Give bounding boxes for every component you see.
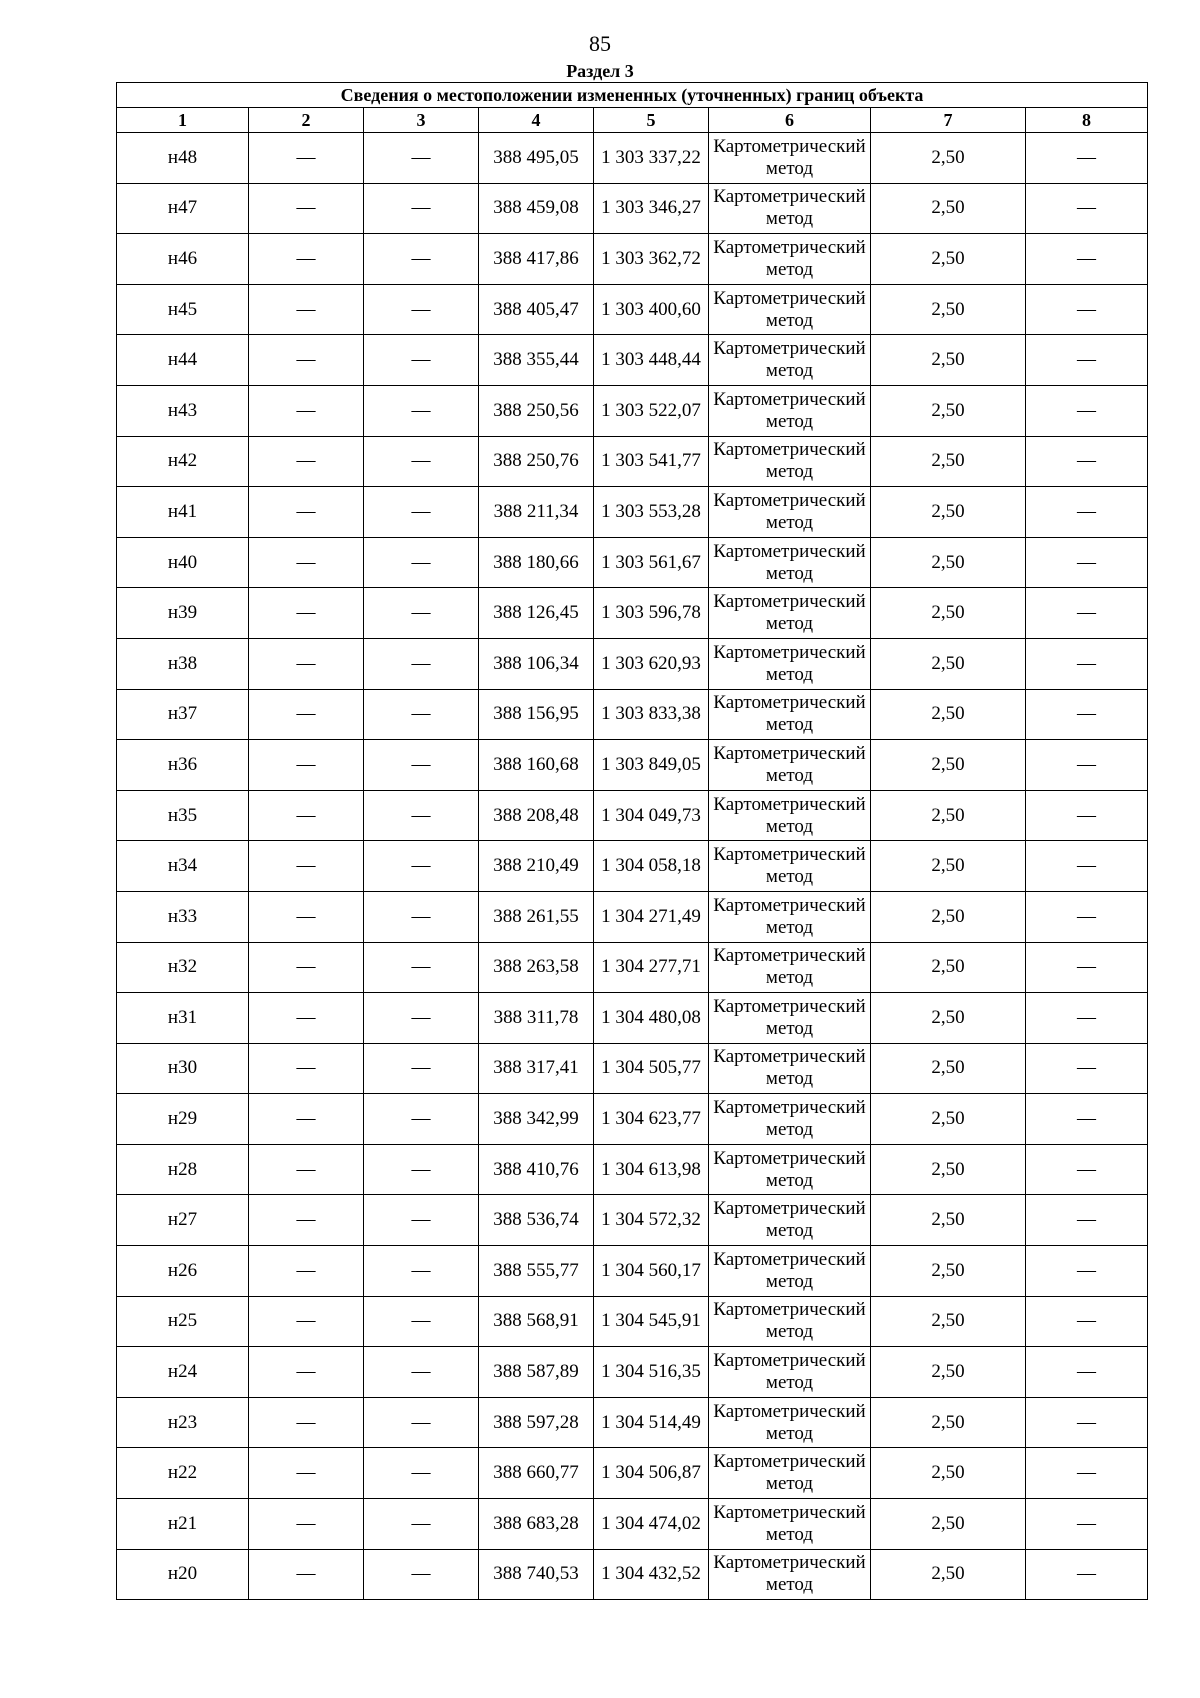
y-coordinate-cell: 1 304 049,73	[594, 790, 709, 841]
dash-cell: —	[249, 183, 364, 234]
column-number: 3	[364, 108, 479, 133]
dash-cell: —	[249, 1043, 364, 1094]
dash-cell: —	[364, 1043, 479, 1094]
accuracy-cell: 2,50	[871, 993, 1026, 1044]
method-cell: Картометрический метод	[709, 1144, 871, 1195]
accuracy-cell: 2,50	[871, 942, 1026, 993]
x-coordinate-cell: 388 208,48	[479, 790, 594, 841]
accuracy-cell: 2,50	[871, 1043, 1026, 1094]
point-number-cell: н32	[117, 942, 249, 993]
y-coordinate-cell: 1 304 480,08	[594, 993, 709, 1044]
accuracy-cell: 2,50	[871, 588, 1026, 639]
dash-cell: —	[249, 841, 364, 892]
x-coordinate-cell: 388 536,74	[479, 1195, 594, 1246]
table-row	[117, 335, 1148, 386]
table-body	[117, 133, 1148, 1600]
table-row	[117, 588, 1148, 639]
point-number-cell: н29	[117, 1094, 249, 1145]
method-cell: Картометрический метод	[709, 588, 871, 639]
accuracy-cell: 2,50	[871, 487, 1026, 538]
y-coordinate-cell: 1 304 432,52	[594, 1549, 709, 1600]
x-coordinate-cell: 388 160,68	[479, 740, 594, 791]
method-cell: Картометрический метод	[709, 1397, 871, 1448]
x-coordinate-cell: 388 263,58	[479, 942, 594, 993]
x-coordinate-cell: 388 156,95	[479, 689, 594, 740]
dash-cell: —	[249, 284, 364, 335]
dash-cell: —	[249, 1347, 364, 1398]
dash-cell: —	[249, 1296, 364, 1347]
point-number-cell: н33	[117, 891, 249, 942]
x-coordinate-cell: 388 210,49	[479, 841, 594, 892]
y-coordinate-cell: 1 304 474,02	[594, 1499, 709, 1550]
dash-cell: —	[1026, 335, 1148, 386]
dash-cell: —	[249, 891, 364, 942]
dash-cell: —	[364, 234, 479, 285]
table-caption: Сведения о местоположении измененных (уточненных) границ объекта	[117, 83, 1148, 108]
accuracy-cell: 2,50	[871, 1448, 1026, 1499]
point-number-cell: н37	[117, 689, 249, 740]
dash-cell: —	[1026, 385, 1148, 436]
dash-cell: —	[364, 284, 479, 335]
dash-cell: —	[1026, 234, 1148, 285]
point-number-cell: н40	[117, 537, 249, 588]
method-cell: Картометрический метод	[709, 385, 871, 436]
x-coordinate-cell: 388 311,78	[479, 993, 594, 1044]
accuracy-cell: 2,50	[871, 638, 1026, 689]
table-row	[117, 841, 1148, 892]
method-cell: Картометрический метод	[709, 689, 871, 740]
method-cell: Картометрический метод	[709, 1499, 871, 1550]
dash-cell: —	[364, 1499, 479, 1550]
accuracy-cell: 2,50	[871, 1499, 1026, 1550]
dash-cell: —	[1026, 487, 1148, 538]
column-number: 8	[1026, 108, 1148, 133]
y-coordinate-cell: 1 303 541,77	[594, 436, 709, 487]
method-cell: Картометрический метод	[709, 1246, 871, 1297]
dash-cell: —	[1026, 1397, 1148, 1448]
table-row	[117, 1094, 1148, 1145]
y-coordinate-cell: 1 304 277,71	[594, 942, 709, 993]
method-cell: Картометрический метод	[709, 993, 871, 1044]
table-row	[117, 487, 1148, 538]
dash-cell: —	[1026, 891, 1148, 942]
dash-cell: —	[364, 133, 479, 184]
point-number-cell: н21	[117, 1499, 249, 1550]
table-row	[117, 537, 1148, 588]
x-coordinate-cell: 388 180,66	[479, 537, 594, 588]
dash-cell: —	[364, 487, 479, 538]
y-coordinate-cell: 1 304 613,98	[594, 1144, 709, 1195]
dash-cell: —	[364, 942, 479, 993]
table-row	[117, 1499, 1148, 1550]
method-cell: Картометрический метод	[709, 790, 871, 841]
method-cell: Картометрический метод	[709, 1549, 871, 1600]
dash-cell: —	[1026, 1549, 1148, 1600]
dash-cell: —	[1026, 638, 1148, 689]
y-coordinate-cell: 1 303 337,22	[594, 133, 709, 184]
dash-cell: —	[249, 1499, 364, 1550]
accuracy-cell: 2,50	[871, 689, 1026, 740]
accuracy-cell: 2,50	[871, 790, 1026, 841]
y-coordinate-cell: 1 303 522,07	[594, 385, 709, 436]
boundary-coordinates-table	[116, 82, 1148, 1600]
point-number-cell: н28	[117, 1144, 249, 1195]
dash-cell: —	[1026, 993, 1148, 1044]
x-coordinate-cell: 388 417,86	[479, 234, 594, 285]
dash-cell: —	[1026, 1499, 1148, 1550]
accuracy-cell: 2,50	[871, 1347, 1026, 1398]
method-cell: Картометрический метод	[709, 234, 871, 285]
accuracy-cell: 2,50	[871, 1397, 1026, 1448]
table-caption-row	[117, 83, 1148, 108]
dash-cell: —	[364, 183, 479, 234]
point-number-cell: н34	[117, 841, 249, 892]
point-number-cell: н42	[117, 436, 249, 487]
method-cell: Картометрический метод	[709, 1195, 871, 1246]
dash-cell: —	[249, 436, 364, 487]
y-coordinate-cell: 1 303 448,44	[594, 335, 709, 386]
dash-cell: —	[1026, 740, 1148, 791]
accuracy-cell: 2,50	[871, 1549, 1026, 1600]
dash-cell: —	[249, 1448, 364, 1499]
dash-cell: —	[249, 942, 364, 993]
dash-cell: —	[249, 335, 364, 386]
x-coordinate-cell: 388 250,76	[479, 436, 594, 487]
dash-cell: —	[364, 1296, 479, 1347]
y-coordinate-cell: 1 304 514,49	[594, 1397, 709, 1448]
column-number-row	[117, 108, 1148, 133]
accuracy-cell: 2,50	[871, 841, 1026, 892]
dash-cell: —	[1026, 436, 1148, 487]
method-cell: Картометрический метод	[709, 1296, 871, 1347]
y-coordinate-cell: 1 304 572,32	[594, 1195, 709, 1246]
table-row	[117, 1144, 1148, 1195]
y-coordinate-cell: 1 303 561,67	[594, 537, 709, 588]
point-number-cell: н25	[117, 1296, 249, 1347]
table-row	[117, 1043, 1148, 1094]
x-coordinate-cell: 388 342,99	[479, 1094, 594, 1145]
column-number: 2	[249, 108, 364, 133]
method-cell: Картометрический метод	[709, 335, 871, 386]
y-coordinate-cell: 1 304 623,77	[594, 1094, 709, 1145]
point-number-cell: н27	[117, 1195, 249, 1246]
y-coordinate-cell: 1 303 849,05	[594, 740, 709, 791]
dash-cell: —	[1026, 1246, 1148, 1297]
point-number-cell: н45	[117, 284, 249, 335]
dash-cell: —	[249, 588, 364, 639]
point-number-cell: н47	[117, 183, 249, 234]
dash-cell: —	[1026, 1296, 1148, 1347]
accuracy-cell: 2,50	[871, 183, 1026, 234]
table-row	[117, 436, 1148, 487]
accuracy-cell: 2,50	[871, 1296, 1026, 1347]
dash-cell: —	[364, 1195, 479, 1246]
dash-cell: —	[364, 993, 479, 1044]
table-row	[117, 993, 1148, 1044]
y-coordinate-cell: 1 304 545,91	[594, 1296, 709, 1347]
table-row	[117, 1397, 1148, 1448]
point-number-cell: н24	[117, 1347, 249, 1398]
table-row	[117, 689, 1148, 740]
y-coordinate-cell: 1 303 620,93	[594, 638, 709, 689]
x-coordinate-cell: 388 106,34	[479, 638, 594, 689]
point-number-cell: н36	[117, 740, 249, 791]
y-coordinate-cell: 1 304 271,49	[594, 891, 709, 942]
dash-cell: —	[364, 436, 479, 487]
x-coordinate-cell: 388 495,05	[479, 133, 594, 184]
method-cell: Картометрический метод	[709, 740, 871, 791]
x-coordinate-cell: 388 250,56	[479, 385, 594, 436]
dash-cell: —	[1026, 1094, 1148, 1145]
dash-cell: —	[364, 1094, 479, 1145]
method-cell: Картометрический метод	[709, 841, 871, 892]
accuracy-cell: 2,50	[871, 284, 1026, 335]
dash-cell: —	[1026, 689, 1148, 740]
accuracy-cell: 2,50	[871, 436, 1026, 487]
dash-cell: —	[1026, 537, 1148, 588]
accuracy-cell: 2,50	[871, 133, 1026, 184]
table-row	[117, 740, 1148, 791]
point-number-cell: н26	[117, 1246, 249, 1297]
point-number-cell: н23	[117, 1397, 249, 1448]
dash-cell: —	[1026, 942, 1148, 993]
point-number-cell: н20	[117, 1549, 249, 1600]
dash-cell: —	[364, 1549, 479, 1600]
dash-cell: —	[1026, 1043, 1148, 1094]
method-cell: Картометрический метод	[709, 133, 871, 184]
x-coordinate-cell: 388 211,34	[479, 487, 594, 538]
x-coordinate-cell: 388 683,28	[479, 1499, 594, 1550]
dash-cell: —	[364, 790, 479, 841]
accuracy-cell: 2,50	[871, 385, 1026, 436]
accuracy-cell: 2,50	[871, 1246, 1026, 1297]
dash-cell: —	[249, 1144, 364, 1195]
method-cell: Картометрический метод	[709, 891, 871, 942]
column-number: 4	[479, 108, 594, 133]
point-number-cell: н43	[117, 385, 249, 436]
method-cell: Картометрический метод	[709, 284, 871, 335]
method-cell: Картометрический метод	[709, 1043, 871, 1094]
dash-cell: —	[364, 588, 479, 639]
table-row	[117, 385, 1148, 436]
table-row	[117, 284, 1148, 335]
section-title: Раздел 3	[566, 61, 634, 81]
y-coordinate-cell: 1 304 560,17	[594, 1246, 709, 1297]
dash-cell: —	[364, 1144, 479, 1195]
y-coordinate-cell: 1 303 553,28	[594, 487, 709, 538]
accuracy-cell: 2,50	[871, 891, 1026, 942]
table-row	[117, 1549, 1148, 1600]
dash-cell: —	[1026, 790, 1148, 841]
dash-cell: —	[249, 537, 364, 588]
dash-cell: —	[1026, 133, 1148, 184]
dash-cell: —	[364, 537, 479, 588]
y-coordinate-cell: 1 304 516,35	[594, 1347, 709, 1398]
column-number: 6	[709, 108, 871, 133]
point-number-cell: н44	[117, 335, 249, 386]
table-row	[117, 790, 1148, 841]
method-cell: Картометрический метод	[709, 436, 871, 487]
table-row	[117, 1246, 1148, 1297]
dash-cell: —	[1026, 841, 1148, 892]
method-cell: Картометрический метод	[709, 537, 871, 588]
x-coordinate-cell: 388 126,45	[479, 588, 594, 639]
dash-cell: —	[249, 740, 364, 791]
table-row	[117, 234, 1148, 285]
y-coordinate-cell: 1 304 058,18	[594, 841, 709, 892]
y-coordinate-cell: 1 303 400,60	[594, 284, 709, 335]
x-coordinate-cell: 388 740,53	[479, 1549, 594, 1600]
method-cell: Картометрический метод	[709, 487, 871, 538]
dash-cell: —	[249, 993, 364, 1044]
dash-cell: —	[249, 234, 364, 285]
dash-cell: —	[249, 689, 364, 740]
dash-cell: —	[249, 1195, 364, 1246]
table-row	[117, 1296, 1148, 1347]
dash-cell: —	[1026, 588, 1148, 639]
x-coordinate-cell: 388 459,08	[479, 183, 594, 234]
point-number-cell: н38	[117, 638, 249, 689]
table-row	[117, 942, 1148, 993]
dash-cell: —	[1026, 1347, 1148, 1398]
x-coordinate-cell: 388 261,55	[479, 891, 594, 942]
point-number-cell: н22	[117, 1448, 249, 1499]
dash-cell: —	[1026, 284, 1148, 335]
point-number-cell: н46	[117, 234, 249, 285]
point-number-cell: н39	[117, 588, 249, 639]
column-number: 7	[871, 108, 1026, 133]
accuracy-cell: 2,50	[871, 1195, 1026, 1246]
page-number: 85	[589, 31, 611, 56]
y-coordinate-cell: 1 303 362,72	[594, 234, 709, 285]
dash-cell: —	[249, 133, 364, 184]
table-row	[117, 891, 1148, 942]
dash-cell: —	[249, 1094, 364, 1145]
dash-cell: —	[1026, 1144, 1148, 1195]
method-cell: Картометрический метод	[709, 638, 871, 689]
x-coordinate-cell: 388 568,91	[479, 1296, 594, 1347]
dash-cell: —	[364, 335, 479, 386]
dash-cell: —	[364, 638, 479, 689]
table-row	[117, 133, 1148, 184]
dash-cell: —	[364, 891, 479, 942]
y-coordinate-cell: 1 303 833,38	[594, 689, 709, 740]
y-coordinate-cell: 1 303 596,78	[594, 588, 709, 639]
table-row	[117, 1448, 1148, 1499]
dash-cell: —	[1026, 1448, 1148, 1499]
dash-cell: —	[364, 740, 479, 791]
point-number-cell: н31	[117, 993, 249, 1044]
column-number: 5	[594, 108, 709, 133]
method-cell: Картометрический метод	[709, 1448, 871, 1499]
x-coordinate-cell: 388 410,76	[479, 1144, 594, 1195]
table-row	[117, 1195, 1148, 1246]
point-number-cell: н41	[117, 487, 249, 538]
accuracy-cell: 2,50	[871, 1144, 1026, 1195]
dash-cell: —	[364, 385, 479, 436]
x-coordinate-cell: 388 405,47	[479, 284, 594, 335]
dash-cell: —	[1026, 183, 1148, 234]
point-number-cell: н35	[117, 790, 249, 841]
point-number-cell: н48	[117, 133, 249, 184]
dash-cell: —	[364, 841, 479, 892]
accuracy-cell: 2,50	[871, 740, 1026, 791]
dash-cell: —	[364, 1448, 479, 1499]
dash-cell: —	[249, 790, 364, 841]
dash-cell: —	[249, 1246, 364, 1297]
method-cell: Картометрический метод	[709, 1094, 871, 1145]
method-cell: Картометрический метод	[709, 183, 871, 234]
dash-cell: —	[1026, 1195, 1148, 1246]
accuracy-cell: 2,50	[871, 234, 1026, 285]
x-coordinate-cell: 388 597,28	[479, 1397, 594, 1448]
dash-cell: —	[249, 638, 364, 689]
dash-cell: —	[364, 689, 479, 740]
dash-cell: —	[249, 1397, 364, 1448]
y-coordinate-cell: 1 304 506,87	[594, 1448, 709, 1499]
y-coordinate-cell: 1 303 346,27	[594, 183, 709, 234]
table-row	[117, 638, 1148, 689]
x-coordinate-cell: 388 660,77	[479, 1448, 594, 1499]
column-number: 1	[117, 108, 249, 133]
dash-cell: —	[364, 1397, 479, 1448]
point-number-cell: н30	[117, 1043, 249, 1094]
accuracy-cell: 2,50	[871, 1094, 1026, 1145]
accuracy-cell: 2,50	[871, 537, 1026, 588]
dash-cell: —	[249, 487, 364, 538]
x-coordinate-cell: 388 317,41	[479, 1043, 594, 1094]
x-coordinate-cell: 388 355,44	[479, 335, 594, 386]
x-coordinate-cell: 388 555,77	[479, 1246, 594, 1297]
method-cell: Картометрический метод	[709, 1347, 871, 1398]
method-cell: Картометрический метод	[709, 942, 871, 993]
dash-cell: —	[249, 385, 364, 436]
accuracy-cell: 2,50	[871, 335, 1026, 386]
table-row	[117, 1347, 1148, 1398]
table-row	[117, 183, 1148, 234]
dash-cell: —	[364, 1347, 479, 1398]
dash-cell: —	[249, 1549, 364, 1600]
x-coordinate-cell: 388 587,89	[479, 1347, 594, 1398]
y-coordinate-cell: 1 304 505,77	[594, 1043, 709, 1094]
dash-cell: —	[364, 1246, 479, 1297]
